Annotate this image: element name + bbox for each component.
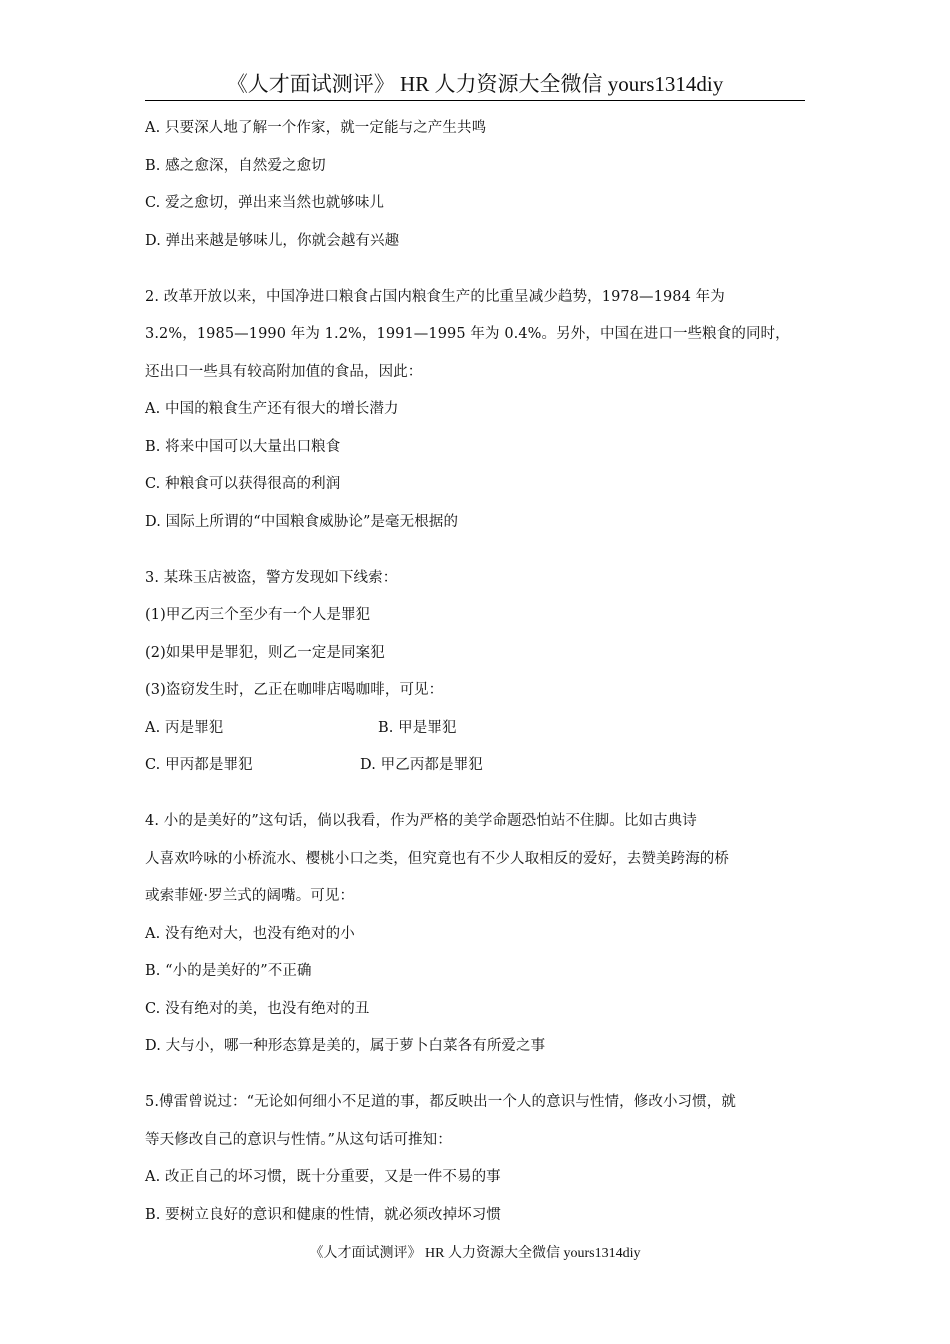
q4-option-d: D. 大与小，哪一种形态算是美的，属于萝卜白菜各有所爱之事	[145, 1038, 546, 1054]
question-2	[145, 279, 810, 542]
q3-stem-line: 3. 某珠玉店被盗，警方发现如下线索：	[145, 569, 398, 586]
question-4	[145, 803, 810, 1066]
q2-stem-line: 还出口一些具有较高附加值的食品，因此：	[145, 363, 423, 380]
q3-clue-2: (2)如果甲是罪犯，则乙一定是同案犯	[145, 644, 385, 661]
q2-option-b: B. 将来中国可以大量出口粮食	[145, 438, 341, 455]
document-body	[145, 110, 810, 1234]
q4-stem-line: 或索菲娅·罗兰式的阔嘴。可见：	[145, 888, 355, 904]
q3-option-a: A. 丙是罪犯	[145, 719, 224, 736]
q1-option-d: D. 弹出来越是够味儿，你就会越有兴趣	[145, 232, 400, 249]
q2-stem-line: 2. 改革开放以来，中国净进口粮食占国内粮食生产的比重呈减少趋势，1978—1984 年为	[145, 288, 725, 305]
q1-option-c: C. 爱之愈切，弹出来当然也就够味儿	[145, 195, 385, 211]
q3-clue-3: (3)盗窃发生时，乙正在咖啡店喝咖啡，可见：	[145, 682, 444, 698]
q2-option-a: A. 中国的粮食生产还有很大的增长潜力	[145, 401, 399, 417]
q2-stem-line: 3.2%，1985—1990 年为 1.2%，1991—1995 年为 0.4%。另外，中国在进口一些粮食的同时，	[145, 326, 790, 342]
q4-option-c: C. 没有绝对的美，也没有绝对的丑	[145, 1000, 370, 1017]
q3-options-row-2	[145, 747, 810, 785]
question-5	[145, 1084, 810, 1234]
page-header: 《人才面试测评》 HR 人力资源大全微信 yours1314diy	[145, 68, 805, 101]
q3-option-c: C. 甲丙都是罪犯	[145, 757, 253, 773]
q1-option-b: B. 感之愈深，自然爱之愈切	[145, 157, 326, 174]
q5-option-b: B. 要树立良好的意识和健康的性情，就必须改掉坏习惯	[145, 1206, 501, 1223]
q2-option-d: D. 国际上所谓的“中国粮食威胁论”是毫无根据的	[145, 513, 459, 530]
q4-option-a: A. 没有绝对大，也没有绝对的小	[145, 925, 355, 942]
q2-option-c: C. 种粮食可以获得很高的利润	[145, 476, 341, 492]
q5-option-a: A. 改正自己的坏习惯，既十分重要，又是一件不易的事	[145, 1169, 501, 1185]
q4-stem-line: 4. 小的是美好的”这句话，倘以我看，作为严格的美学命题恐怕站不住脚。比如古典诗	[145, 813, 697, 829]
q5-stem-line: 5.傅雷曾说过：“无论如何细小不足道的事，都反映出一个人的意识与性情，修改小习惯，就	[145, 1094, 736, 1110]
q1-option-a: A. 只要深人地了解一个作家，就一定能与之产生共鸣	[145, 120, 487, 136]
q4-option-b: B. “小的是美好的”不正确	[145, 963, 312, 979]
page-footer: 《人才面试测评》 HR 人力资源大全微信 yours1314diy	[309, 1246, 641, 1261]
q5-stem-line: 等天修改自己的意识与性情。”从这句话可推知：	[145, 1131, 452, 1148]
question-3	[145, 560, 810, 785]
q3-options-row-1	[145, 710, 810, 748]
q3-option-b: B. 甲是罪犯	[378, 719, 457, 736]
q3-clue-1: (1)甲乙丙三个至少有一个人是罪犯	[145, 607, 371, 623]
q4-stem-line: 人喜欢吟咏的小桥流水、樱桃小口之类，但究竟也有不少人取相反的爱好，去赞美跨海的桥	[145, 850, 729, 867]
question-1	[145, 110, 810, 260]
q3-option-d: D. 甲乙丙都是罪犯	[360, 757, 483, 773]
